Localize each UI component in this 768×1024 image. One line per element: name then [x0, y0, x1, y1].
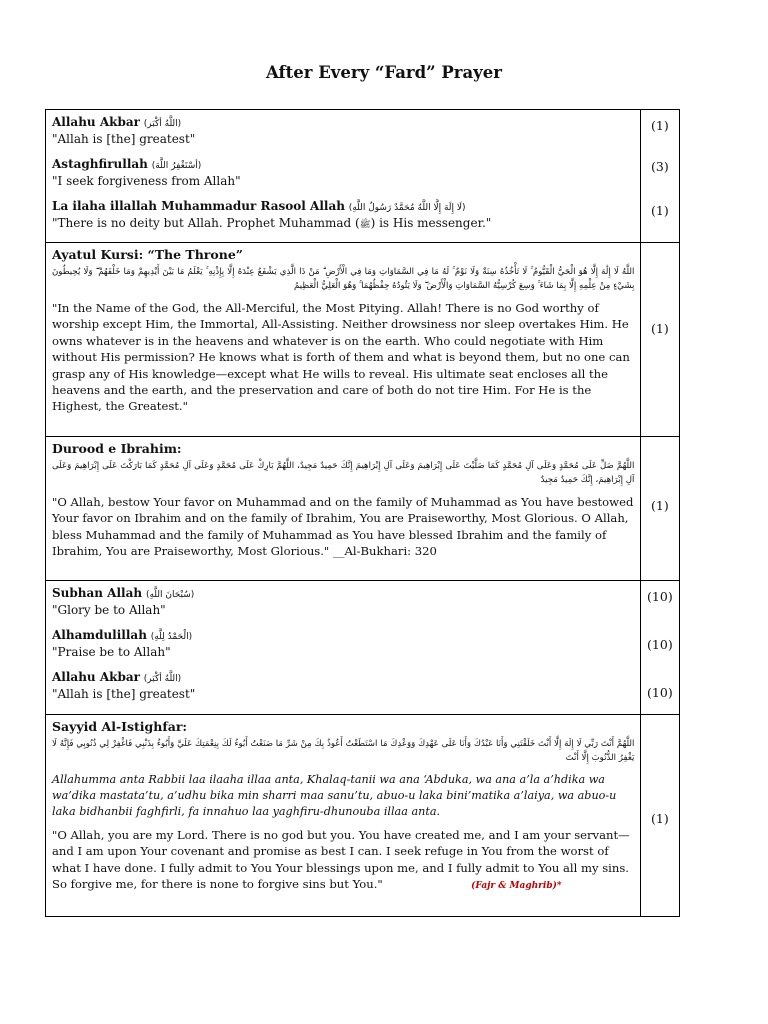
dhikr-entry — [52, 585, 634, 602]
meaning-part: "There is no deity but Allah. Prophet Muhammad ( — [52, 216, 360, 230]
repeat-count: (1) — [651, 321, 669, 336]
dhikr-entry — [52, 156, 634, 173]
dhikr-arabic: (الْحَمْدُ لِلَّهِ) — [150, 632, 193, 642]
translation-text — [52, 827, 634, 895]
sayyid-istighfar-cell — [46, 715, 641, 917]
salawat-symbol-icon: ﷺ — [359, 220, 371, 230]
dhikr-meaning: "I seek forgiveness from Allah" — [52, 174, 241, 188]
transliteration-text: Allahumma anta Rabbii laa ilaaha illaa anta, Khalaq-tanii wa ana ‘Abduka, wa ana a’la a’hdika wa wa’dika mastata’tu, a’udhu bika min sharri maa sanu’tu, abuo-u laka bini’matika a’laiya, wa abuo-u laka bidhanbii faghfirli, fa innahuo laa yaghfiru-dhunouba illaa anta. — [52, 773, 617, 818]
section-heading: Ayatul Kursi: “The Throne” — [52, 247, 243, 262]
translation-text: "In the Name of the God, the All-Merciful, the Most Pitying. Allah! There is no God worthy of worship except Him, the Immortal, All-Assisting. Neither drowsiness nor sleep overtakes Him. He owns whatever is in the heavens and whatever is on the earth. Who could negotiate with Him without His permission? He knows what is forth of them and what is beyond them, but no one can grasp any of His knowledge—except what He wills to reveal. His ultimate seat encloses all the heavens and the earth, and the preservation and care of both do not tire Him. For He is the Highest, the Greatest." — [52, 301, 630, 414]
dhikr-entry — [52, 198, 634, 215]
dhikr-meaning: "Allah is [the] greatest" — [52, 687, 196, 701]
repeat-count: (1) — [651, 498, 669, 513]
dhikr-arabic: (أسْتَغْفِرُ اللَّهَ) — [151, 161, 202, 171]
table-row — [46, 110, 680, 243]
dhikr-name: Allahu Akbar — [52, 115, 140, 129]
dhikr-name: Astaghfirullah — [52, 157, 148, 171]
dhikr-entry — [52, 627, 634, 644]
count-cell — [641, 243, 680, 437]
table-row — [46, 581, 680, 715]
section-heading: Sayyid Al-Istighfar: — [52, 719, 188, 734]
arabic-text: اللَّهُمَّ أَنْتَ رَبِّي لَا إِلَهَ إِلَّا أَنْتَ خَلَقْتَنِي وَأَنَا عَبْدُكَ وَأَنَا عَلَى عَهْدِكَ وَوَعْدِكَ مَا اسْتَطَعْتُ أَعُوذُ بِكَ مِنْ شَرِّ مَا صَنَعْتُ أَبُوءُ لَكَ بِنِعْمَتِكَ عَلَيَّ وَأَبُوءُ بِذَنْبِي فَاغْفِرْ لِي ذُنُوبِي فَإِنَّهُ لَا يَغْفِرُ الذُّنُوبَ إِلَّا أَنْتَ — [52, 739, 635, 763]
dhikr-meaning: "Praise be to Allah" — [52, 645, 171, 659]
repeat-count: (10) — [647, 589, 673, 604]
repeat-count: (1) — [651, 203, 669, 218]
dhikr-name: Alhamdulillah — [52, 628, 147, 642]
repeat-count: (10) — [647, 637, 673, 652]
repeat-count: (3) — [651, 159, 669, 174]
table-row — [46, 243, 680, 437]
count-cell — [641, 437, 680, 581]
dhikr-name: La ilaha illallah Muhammadur Rasool Allah — [52, 199, 345, 213]
page-title: After Every “Fard” Prayer — [266, 63, 502, 82]
dhikr-arabic: (لَا إِلَهَ إِلَّا اللَّهُ مُحَمَّدٌ رَسُولُ اللَّهِ) — [348, 203, 466, 213]
table-row — [46, 715, 680, 917]
ayatul-kursi-cell — [46, 243, 641, 437]
count-cell — [641, 581, 680, 715]
meaning-part: ) is His messenger." — [370, 216, 492, 230]
count-cell — [641, 110, 680, 243]
takbir-istighfar-shahada-cell — [46, 110, 641, 243]
arabic-text: اللَّهُ لَا إِلَٰهَ إِلَّا هُوَ الْحَيُّ الْقَيُّومُ ۚ لَا تَأْخُذُهُ سِنَةٌ وَلَا نَوْمٌ ۚ لَهُ مَا فِي السَّمَاوَاتِ وَمَا فِي الْأَرْضِ ۗ مَنْ ذَا الَّذِي يَشْفَعُ عِنْدَهُ إِلَّا بِإِذْنِهِ ۚ يَعْلَمُ مَا بَيْنَ أَيْدِيهِمْ وَمَا خَلْفَهُمْ ۖ وَلَا يُحِيطُونَ بِشَيْءٍ مِنْ عِلْمِهِ إِلَّا بِمَا شَاءَ ۚ وَسِعَ كُرْسِيُّهُ السَّمَاوَاتِ وَالْأَرْضَ ۖ وَلَا يَئُودُهُ حِفْظُهُمَا ۚ وَهُوَ الْعَلِيُّ الْعَظِيمُ — [52, 267, 635, 291]
dhikr-meaning — [52, 215, 634, 233]
tasbih-cell — [46, 581, 641, 715]
durood-ibrahim-cell — [46, 437, 641, 581]
dhikr-name: Allahu Akbar — [52, 670, 140, 684]
table-row — [46, 437, 680, 581]
translation-body: "O Allah, you are my Lord. There is no god but you. You have created me, and I am your servant—and I am upon Your covenant and promise as best I can. I seek refuge in You from the worst of what I have done. I fully admit to You Your blessings upon me, and I fully admit to You all my sins. So forgive me, for there is none to forgive sins but You." — [52, 828, 630, 892]
dhikr-meaning: "Glory be to Allah" — [52, 603, 166, 617]
prayer-table — [45, 109, 680, 917]
dhikr-entry — [52, 114, 634, 131]
dhikr-name: Subhan Allah — [52, 586, 143, 600]
section-heading: Durood e Ibrahim: — [52, 441, 182, 456]
dhikr-arabic: (سُبْحَانَ اللَّهِ) — [145, 590, 195, 600]
dhikr-entry — [52, 669, 634, 686]
repeat-count: (10) — [647, 685, 673, 700]
dhikr-meaning: "Allah is [the] greatest" — [52, 132, 196, 146]
prayer-time-note: (Fajr & Maghrib)* — [471, 881, 562, 892]
repeat-count: (1) — [651, 118, 669, 133]
arabic-text: اللَّهُمَّ صَلِّ عَلَى مُحَمَّدٍ وَعَلَى آلِ مُحَمَّدٍ كَمَا صَلَّيْتَ عَلَى إِبْرَاهِيمَ وَعَلَى آلِ إِبْرَاهِيمَ إِنَّكَ حَمِيدٌ مَجِيدٌ، اللَّهُمَّ بَارِكْ عَلَى مُحَمَّدٍ وَعَلَى آلِ مُحَمَّدٍ كَمَا بَارَكْتَ عَلَى إِبْرَاهِيمَ وَعَلَى آلِ إِبْرَاهِيمَ، إِنَّكَ حَمِيدٌ مَجِيدٌ — [52, 461, 635, 485]
repeat-count: (1) — [651, 811, 669, 826]
translation-text: "O Allah, bestow Your favor on Muhammad and on the family of Muhammad as You have bestowed Your favor on Ibrahim and on the family of Ibrahim, You are Praiseworthy, Most Glorious. O Allah, bless Muhammad and the family of Muhammad as You have blessed Ibrahim and the family of Ibrahim, You are Praiseworthy, Most Glorious." __Al-Bukhari: 320 — [52, 495, 634, 559]
count-cell — [641, 715, 680, 917]
dhikr-arabic: (اللَّهُ أكْبَر) — [143, 119, 182, 129]
dhikr-arabic: (اللَّهُ أكْبَر) — [143, 674, 182, 684]
